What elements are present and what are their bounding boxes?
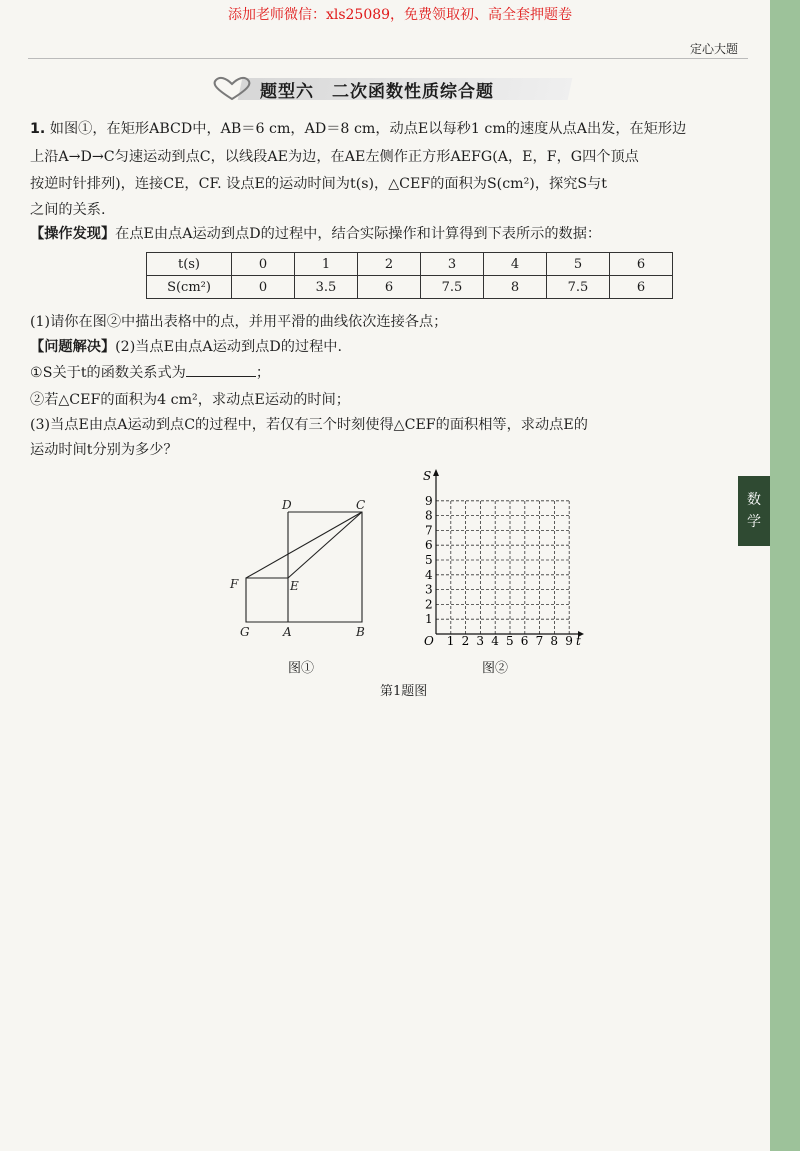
segment-ec [288, 512, 362, 578]
part1-line: (1)请你在图②中描出表格中的点，并用平滑的曲线依次连接各点； [30, 314, 448, 330]
table-row-s [147, 276, 673, 299]
y-tick-label: 2 [425, 597, 433, 612]
x-tick-label: 5 [506, 634, 514, 648]
table-cell: 4 [484, 253, 547, 276]
table-cell: 0 [232, 276, 295, 299]
banner-title: 题型六 二次函数性质综合题 [260, 82, 494, 102]
x-tick-label: 8 [550, 634, 559, 648]
answer-blank [186, 361, 256, 377]
x-tick-label: 9 [565, 634, 573, 648]
part3-line-1: (3)当点E由点A运动到点C的过程中，若仅有三个时刻使得△CEF的面积相等，求动点E的 [30, 417, 588, 433]
problem-intro-line-2: 上沿A→D→C匀速运动到点C，以线段AE为边，在AE左侧作正方形AEFG(A，E，F，G四个顶点 [30, 149, 639, 165]
table-cell: 2 [358, 253, 421, 276]
data-table [146, 252, 673, 299]
intro-line-1: 如图①，在矩形ABCD中，AB＝6 cm，AD＝8 cm，动点E以每秒1 cm的速度从点A出发，在矩形边 [49, 121, 687, 137]
problem-intro-line-1 [30, 117, 752, 141]
x-tick-label: 1 [446, 634, 455, 648]
page-edge-strip [770, 0, 800, 1151]
x-tick-label: 6 [520, 634, 529, 648]
y-tick-label: 7 [425, 523, 433, 538]
y-tick-label: 1 [425, 612, 433, 627]
part2a-prefix: ①S关于t的函数关系式为 [30, 365, 186, 381]
part3-line-2: 运动时间t分别为多少？ [30, 442, 178, 458]
label-e: E [290, 579, 299, 593]
figure2-grid [418, 466, 588, 648]
problem-number: 1. [30, 121, 46, 137]
figure1-diagram [226, 498, 376, 648]
table-header-t: t(s) [147, 253, 232, 276]
subject-tab-char-2: 学 [747, 514, 761, 530]
y-tick-label: 5 [425, 553, 433, 567]
label-f: F [230, 577, 239, 591]
grid-lines [436, 501, 569, 634]
table-cell: 7.5 [421, 276, 484, 299]
y-arrow-icon [433, 469, 439, 476]
subject-tab-char-1: 数 [747, 492, 761, 508]
part2-line [30, 335, 752, 359]
subject-tab [738, 476, 770, 546]
label-a: A [283, 625, 292, 639]
label-c: C [356, 498, 366, 512]
discover-line [30, 222, 752, 246]
table-cell: 0 [232, 253, 295, 276]
x-tick-label: 4 [491, 634, 499, 648]
table-cell: 8 [484, 276, 547, 299]
discover-text: 在点E由点A运动到点D的过程中，结合实际操作和计算得到下表所示的数据： [115, 226, 602, 242]
table-cell: 7.5 [547, 276, 610, 299]
segment-fc [246, 512, 362, 578]
table-row-t [147, 253, 673, 276]
rect-abcd [288, 512, 362, 622]
header-divider [28, 58, 748, 59]
watermark-text: 添加老师微信：xls25089，免费领取初、高全套押题卷 [227, 7, 573, 23]
table-cell: 5 [547, 253, 610, 276]
table-cell: 6 [610, 253, 673, 276]
square-aefg [246, 578, 288, 622]
figure2-caption: 图② [482, 661, 509, 676]
table-cell: 1 [295, 253, 358, 276]
table-header-s: S(cm²) [147, 276, 232, 299]
table-cell: 3.5 [295, 276, 358, 299]
section-header: 定心大题 [689, 42, 738, 56]
x-tick-label: 7 [535, 634, 544, 648]
solve-tag: 【问题解决】 [30, 339, 116, 355]
x-tick-label: 3 [476, 634, 485, 648]
problem-intro-line-3: 按逆时针排列)，连接CE，CF. 设点E的运动时间为t(s)，△CEF的面积为S(cm²)，探究S与t [30, 176, 607, 192]
part2a-line [30, 361, 752, 385]
x-tick-label: 2 [461, 634, 470, 648]
label-b: B [356, 625, 365, 639]
part2a-suffix: ； [255, 365, 271, 381]
axis-x-label: t [576, 634, 581, 648]
origin-label: O [424, 634, 434, 648]
label-d: D [282, 498, 292, 512]
y-tick-label: 8 [425, 508, 433, 523]
tick-labels [425, 494, 573, 648]
figure-title: 第1题图 [380, 684, 428, 699]
table-cell: 6 [358, 276, 421, 299]
y-tick-label: 9 [425, 493, 433, 508]
problem-intro-line-4: 之间的关系. [30, 202, 106, 218]
part2-text: (2)当点E由点A运动到点D的过程中. [115, 339, 342, 355]
y-tick-label: 3 [425, 582, 433, 597]
y-tick-label: 4 [425, 567, 433, 582]
axis-y-label: S [423, 469, 432, 483]
figure1-caption: 图① [288, 661, 315, 676]
label-g: G [240, 625, 250, 639]
section-banner [210, 76, 570, 102]
table-cell: 6 [610, 276, 673, 299]
discover-tag: 【操作发现】 [30, 226, 116, 242]
part2b-line: ②若△CEF的面积为4 cm²，求动点E运动的时间； [30, 392, 350, 408]
y-tick-label: 6 [425, 538, 433, 553]
table-cell: 3 [421, 253, 484, 276]
heart-icon [210, 76, 256, 102]
